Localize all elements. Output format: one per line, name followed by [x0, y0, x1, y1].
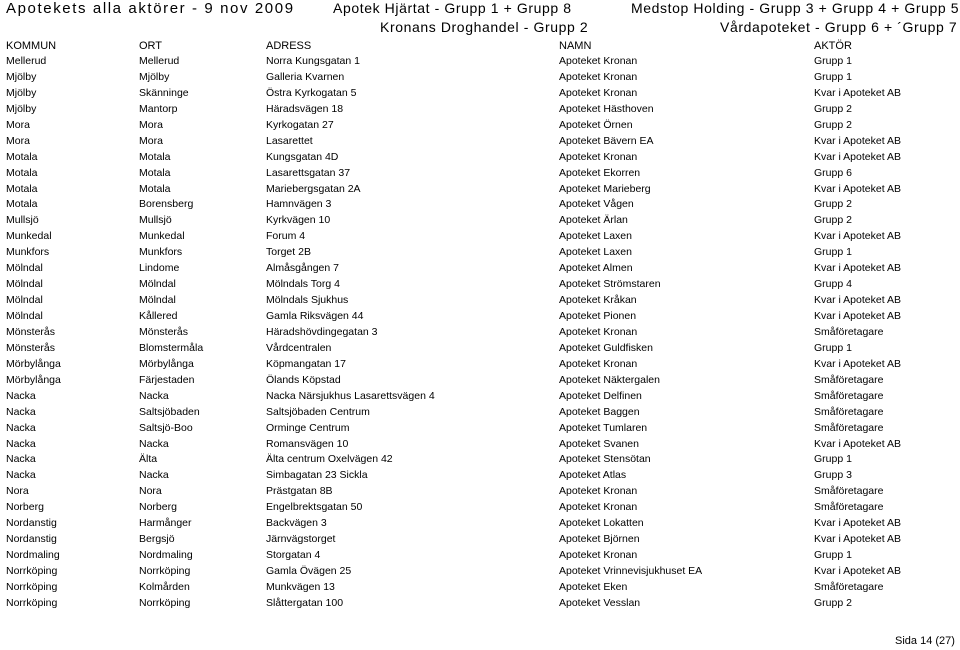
cell-adress: Almåsgången 7	[266, 262, 339, 275]
cell-kommun: Mjölby	[6, 86, 37, 99]
cell-adress: Slåttergatan 100	[266, 596, 344, 609]
cell-namn: Apoteket Laxen	[559, 230, 632, 243]
cell-kommun: Nacka	[6, 421, 36, 434]
cell-namn: Apoteket Ärlan	[559, 214, 628, 227]
cell-ort: Kolmården	[139, 580, 190, 593]
table-row	[0, 119, 960, 135]
cell-namn: Apoteket Kråkan	[559, 294, 637, 307]
cell-kommun: Mönsterås	[6, 341, 56, 354]
cell-kommun: Munkedal	[6, 230, 52, 243]
cell-adress: Kungsgatan 4D	[266, 150, 339, 163]
cell-adress: Östra Kyrkogatan 5	[266, 86, 357, 99]
cell-ort: Norberg	[139, 501, 177, 514]
table-row	[0, 342, 960, 358]
cell-aktor: Kvar i Apoteket AB	[814, 134, 901, 147]
table-row	[0, 278, 960, 294]
cell-aktor: Grupp 3	[814, 469, 852, 482]
cell-aktor: Grupp 2	[814, 118, 852, 131]
cell-ort: Mörbylånga	[139, 357, 194, 370]
table-row	[0, 230, 960, 246]
cell-aktor: Kvar i Apoteket AB	[814, 565, 901, 577]
cell-namn: Apoteket Kronan	[559, 55, 638, 67]
table-row	[0, 151, 960, 167]
cell-namn: Apoteket Kronan	[559, 70, 638, 83]
cell-aktor: Kvar i Apoteket AB	[814, 533, 901, 546]
group-legend-4: Vårdapoteket - Grupp 6 + ´Grupp 7	[720, 19, 958, 35]
cell-kommun: Norrköping	[6, 596, 58, 609]
cell-aktor: Grupp 1	[814, 341, 852, 354]
cell-aktor: Kvar i Apoteket AB	[814, 357, 901, 370]
cell-adress: Prästgatan 8B	[266, 485, 333, 498]
cell-kommun: Munkfors	[6, 246, 50, 259]
table-row	[0, 597, 960, 613]
column-header-aktor: AKTÖR	[814, 40, 852, 52]
table-row	[0, 55, 960, 71]
table-row	[0, 87, 960, 103]
cell-namn: Apoteket Marieberg	[559, 182, 651, 195]
cell-aktor: Grupp 2	[814, 102, 852, 115]
cell-adress: Munkvägen 13	[266, 580, 335, 593]
cell-kommun: Mellerud	[6, 55, 47, 67]
cell-adress: Hamnvägen 3	[266, 198, 332, 211]
cell-ort: Saltsjö-Boo	[139, 421, 193, 434]
cell-adress: Järnvägstorget	[266, 533, 336, 546]
cell-namn: Apoteket Kronan	[559, 485, 638, 498]
table-row	[0, 533, 960, 549]
cell-adress: Simbagatan 23 Sickla	[266, 469, 368, 482]
cell-adress: Mölndals Torg 4	[266, 278, 340, 291]
column-header-ort: ORT	[139, 40, 163, 52]
cell-kommun: Nordanstig	[6, 533, 57, 546]
cell-kommun: Motala	[6, 182, 38, 195]
cell-namn: Apoteket Baggen	[559, 405, 640, 418]
cell-ort: Motala	[139, 166, 171, 179]
cell-namn: Apoteket Kronan	[559, 150, 638, 163]
group-legend-1: Apotek Hjärtat - Grupp 1 + Grupp 8	[333, 0, 572, 16]
cell-namn: Apoteket Laxen	[559, 246, 632, 259]
cell-ort: Munkedal	[139, 230, 185, 243]
cell-aktor: Kvar i Apoteket AB	[814, 262, 901, 275]
cell-adress: Mariebergsgatan 2A	[266, 182, 361, 195]
cell-kommun: Motala	[6, 150, 38, 163]
cell-aktor: Kvar i Apoteket AB	[814, 517, 901, 530]
cell-aktor: Grupp 1	[814, 70, 852, 83]
cell-adress: Storgatan 4	[266, 549, 321, 562]
cell-kommun: Mölndal	[6, 294, 43, 307]
cell-adress: Forum 4	[266, 230, 306, 243]
table-row	[0, 198, 960, 214]
table-row	[0, 501, 960, 517]
table-row	[0, 71, 960, 87]
cell-namn: Apoteket Kronan	[559, 501, 638, 514]
cell-namn: Apoteket Atlas	[559, 469, 627, 482]
cell-kommun: Nacka	[6, 389, 36, 402]
cell-kommun: Nacka	[6, 437, 36, 450]
cell-kommun: Norrköping	[6, 580, 58, 593]
cell-aktor: Kvar i Apoteket AB	[814, 437, 901, 450]
cell-namn: Apoteket Björnen	[559, 533, 640, 546]
table-row	[0, 517, 960, 533]
cell-aktor: Kvar i Apoteket AB	[814, 310, 901, 322]
cell-namn: Apoteket Almen	[559, 262, 633, 275]
table-row	[0, 135, 960, 151]
table-row	[0, 469, 960, 485]
cell-aktor: Grupp 1	[814, 55, 852, 67]
cell-aktor: Grupp 2	[814, 596, 852, 609]
cell-aktor: Grupp 2	[814, 198, 852, 211]
cell-aktor: Grupp 2	[814, 214, 852, 227]
cell-ort: Motala	[139, 182, 171, 195]
column-header-kommun: KOMMUN	[6, 40, 57, 52]
cell-aktor: Grupp 1	[814, 549, 852, 562]
cell-kommun: Nacka	[6, 453, 36, 466]
cell-adress: Lasarettet	[266, 134, 313, 147]
column-header-namn: NAMN	[559, 40, 592, 52]
cell-ort: Kållered	[139, 310, 178, 322]
cell-kommun: Mölndal	[6, 310, 43, 322]
cell-ort: Mantorp	[139, 102, 178, 115]
cell-namn: Apoteket Näktergalen	[559, 373, 660, 386]
cell-adress: Häradshövdingegatan 3	[266, 325, 378, 338]
cell-adress: Ölands Köpstad	[266, 373, 341, 386]
cell-kommun: Mölndal	[6, 278, 43, 291]
table-row	[0, 310, 960, 326]
cell-aktor: Småföretagare	[814, 373, 884, 386]
cell-namn: Apoteket Vrinnevisjukhuset EA	[559, 565, 703, 577]
table-row	[0, 326, 960, 342]
cell-ort: Norrköping	[139, 596, 191, 609]
table-row	[0, 549, 960, 565]
cell-adress: Engelbrektsgatan 50	[266, 501, 363, 514]
cell-namn: Apoteket Tumlaren	[559, 421, 648, 434]
cell-aktor: Grupp 1	[814, 246, 852, 259]
document-title: Apotekets alla aktörer - 9 nov 2009	[6, 0, 295, 17]
cell-aktor: Grupp 1	[814, 453, 852, 466]
cell-adress: Kyrkvägen 10	[266, 214, 331, 227]
table-row	[0, 485, 960, 501]
column-header-adress: ADRESS	[266, 40, 312, 52]
cell-ort: Bergsjö	[139, 533, 175, 546]
cell-ort: Harmånger	[139, 517, 192, 530]
table-row	[0, 438, 960, 454]
cell-ort: Nacka	[139, 389, 169, 402]
cell-namn: Apoteket Ekorren	[559, 166, 641, 179]
table-header	[0, 40, 960, 56]
cell-adress: Romansvägen 10	[266, 437, 349, 450]
cell-adress: Köpmangatan 17	[266, 357, 346, 370]
cell-ort: Mölndal	[139, 278, 176, 291]
cell-kommun: Norberg	[6, 501, 44, 514]
cell-kommun: Mönsterås	[6, 325, 56, 338]
cell-kommun: Nordanstig	[6, 517, 57, 530]
cell-adress: Galleria Kvarnen	[266, 70, 345, 83]
table-row	[0, 183, 960, 199]
cell-ort: Mullsjö	[139, 214, 172, 227]
cell-namn: Apoteket Pionen	[559, 310, 637, 322]
cell-namn: Apoteket Eken	[559, 580, 628, 593]
cell-ort: Lindome	[139, 262, 180, 275]
table-row	[0, 214, 960, 230]
cell-ort: Norrköping	[139, 565, 191, 577]
cell-adress: Backvägen 3	[266, 517, 327, 530]
cell-namn: Apoteket Delfinen	[559, 389, 642, 402]
table-row	[0, 294, 960, 310]
table-row	[0, 453, 960, 469]
cell-aktor: Småföretagare	[814, 501, 884, 514]
cell-adress: Nacka Närsjukhus Lasarettsvägen 4	[266, 389, 435, 402]
cell-aktor: Småföretagare	[814, 389, 884, 402]
cell-kommun: Mora	[6, 134, 30, 147]
cell-ort: Mönsterås	[139, 325, 189, 338]
cell-namn: Apoteket Vågen	[559, 198, 634, 211]
cell-namn: Apoteket Kronan	[559, 325, 638, 338]
cell-aktor: Kvar i Apoteket AB	[814, 86, 901, 99]
cell-ort: Skänninge	[139, 86, 189, 99]
table-row	[0, 374, 960, 390]
cell-aktor: Kvar i Apoteket AB	[814, 230, 901, 243]
cell-namn: Apoteket Svanen	[559, 437, 639, 450]
table-row	[0, 358, 960, 374]
cell-namn: Apoteket Kronan	[559, 86, 638, 99]
cell-kommun: Nora	[6, 485, 29, 498]
cell-adress: Orminge Centrum	[266, 421, 350, 434]
cell-adress: Gamla Övägen 25	[266, 565, 352, 577]
cell-ort: Mellerud	[139, 55, 180, 67]
cell-adress: Häradsvägen 18	[266, 102, 344, 115]
cell-kommun: Mörbylånga	[6, 357, 61, 370]
cell-ort: Nacka	[139, 469, 169, 482]
cell-kommun: Mora	[6, 118, 30, 131]
cell-ort: Mora	[139, 134, 163, 147]
cell-namn: Apoteket Stensötan	[559, 453, 651, 466]
cell-kommun: Mjölby	[6, 70, 37, 83]
cell-namn: Apoteket Vesslan	[559, 596, 641, 609]
cell-namn: Apoteket Strömstaren	[559, 278, 661, 291]
cell-adress: Torget 2B	[266, 246, 311, 259]
cell-adress: Mölndals Sjukhus	[266, 294, 349, 307]
cell-kommun: Mölndal	[6, 262, 43, 275]
cell-ort: Älta	[139, 453, 158, 466]
table-row	[0, 406, 960, 422]
cell-namn: Apoteket Kronan	[559, 357, 638, 370]
cell-kommun: Nordmaling	[6, 549, 60, 562]
cell-ort: Blomstermåla	[139, 341, 204, 354]
cell-aktor: Kvar i Apoteket AB	[814, 294, 901, 307]
cell-ort: Nordmaling	[139, 549, 193, 562]
cell-aktor: Grupp 4	[814, 278, 852, 291]
cell-namn: Apoteket Örnen	[559, 118, 633, 131]
table-row	[0, 167, 960, 183]
cell-namn: Apoteket Kronan	[559, 549, 638, 562]
cell-aktor: Grupp 6	[814, 166, 852, 179]
table-row	[0, 262, 960, 278]
cell-adress: Gamla Riksvägen 44	[266, 310, 364, 322]
cell-ort: Motala	[139, 150, 171, 163]
cell-adress: Vårdcentralen	[266, 341, 332, 354]
cell-kommun: Mullsjö	[6, 214, 39, 227]
cell-ort: Mölndal	[139, 294, 176, 307]
group-legend-2: Medstop Holding - Grupp 3 + Grupp 4 + Grupp 5	[631, 0, 960, 16]
cell-aktor: Småföretagare	[814, 405, 884, 418]
cell-ort: Nacka	[139, 437, 169, 450]
cell-adress: Kyrkogatan 27	[266, 118, 334, 131]
cell-adress: Älta centrum Oxelvägen 42	[266, 453, 393, 466]
cell-kommun: Motala	[6, 198, 38, 211]
group-legend-3: Kronans Droghandel - Grupp 2	[380, 19, 589, 35]
cell-ort: Mora	[139, 118, 163, 131]
cell-namn: Apoteket Guldfisken	[559, 341, 653, 354]
cell-adress: Norra Kungsgatan 1	[266, 55, 360, 67]
cell-namn: Apoteket Hästhoven	[559, 102, 654, 115]
cell-kommun: Mjölby	[6, 102, 37, 115]
cell-aktor: Småföretagare	[814, 421, 884, 434]
cell-kommun: Motala	[6, 166, 38, 179]
cell-ort: Färjestaden	[139, 373, 195, 386]
table-body	[0, 55, 960, 613]
cell-namn: Apoteket Bävern EA	[559, 134, 654, 147]
table-row	[0, 246, 960, 262]
cell-ort: Nora	[139, 485, 162, 498]
cell-kommun: Norrköping	[6, 565, 58, 577]
cell-ort: Saltsjöbaden	[139, 405, 200, 418]
table-row	[0, 390, 960, 406]
cell-ort: Mjölby	[139, 70, 170, 83]
cell-aktor: Kvar i Apoteket AB	[814, 182, 901, 195]
table-row	[0, 581, 960, 597]
cell-aktor: Kvar i Apoteket AB	[814, 150, 901, 163]
cell-aktor: Småföretagare	[814, 325, 884, 338]
table-row	[0, 422, 960, 438]
table-row	[0, 565, 960, 581]
cell-namn: Apoteket Lokatten	[559, 517, 644, 530]
cell-ort: Borensberg	[139, 198, 194, 211]
table-row	[0, 103, 960, 119]
cell-kommun: Nacka	[6, 405, 36, 418]
cell-kommun: Nacka	[6, 469, 36, 482]
cell-ort: Munkfors	[139, 246, 183, 259]
cell-adress: Saltsjöbaden Centrum	[266, 405, 370, 418]
cell-aktor: Småföretagare	[814, 580, 884, 593]
cell-aktor: Småföretagare	[814, 485, 884, 498]
page-number: Sida 14 (27)	[895, 635, 955, 647]
cell-kommun: Mörbylånga	[6, 373, 61, 386]
cell-adress: Lasarettsgatan 37	[266, 166, 351, 179]
